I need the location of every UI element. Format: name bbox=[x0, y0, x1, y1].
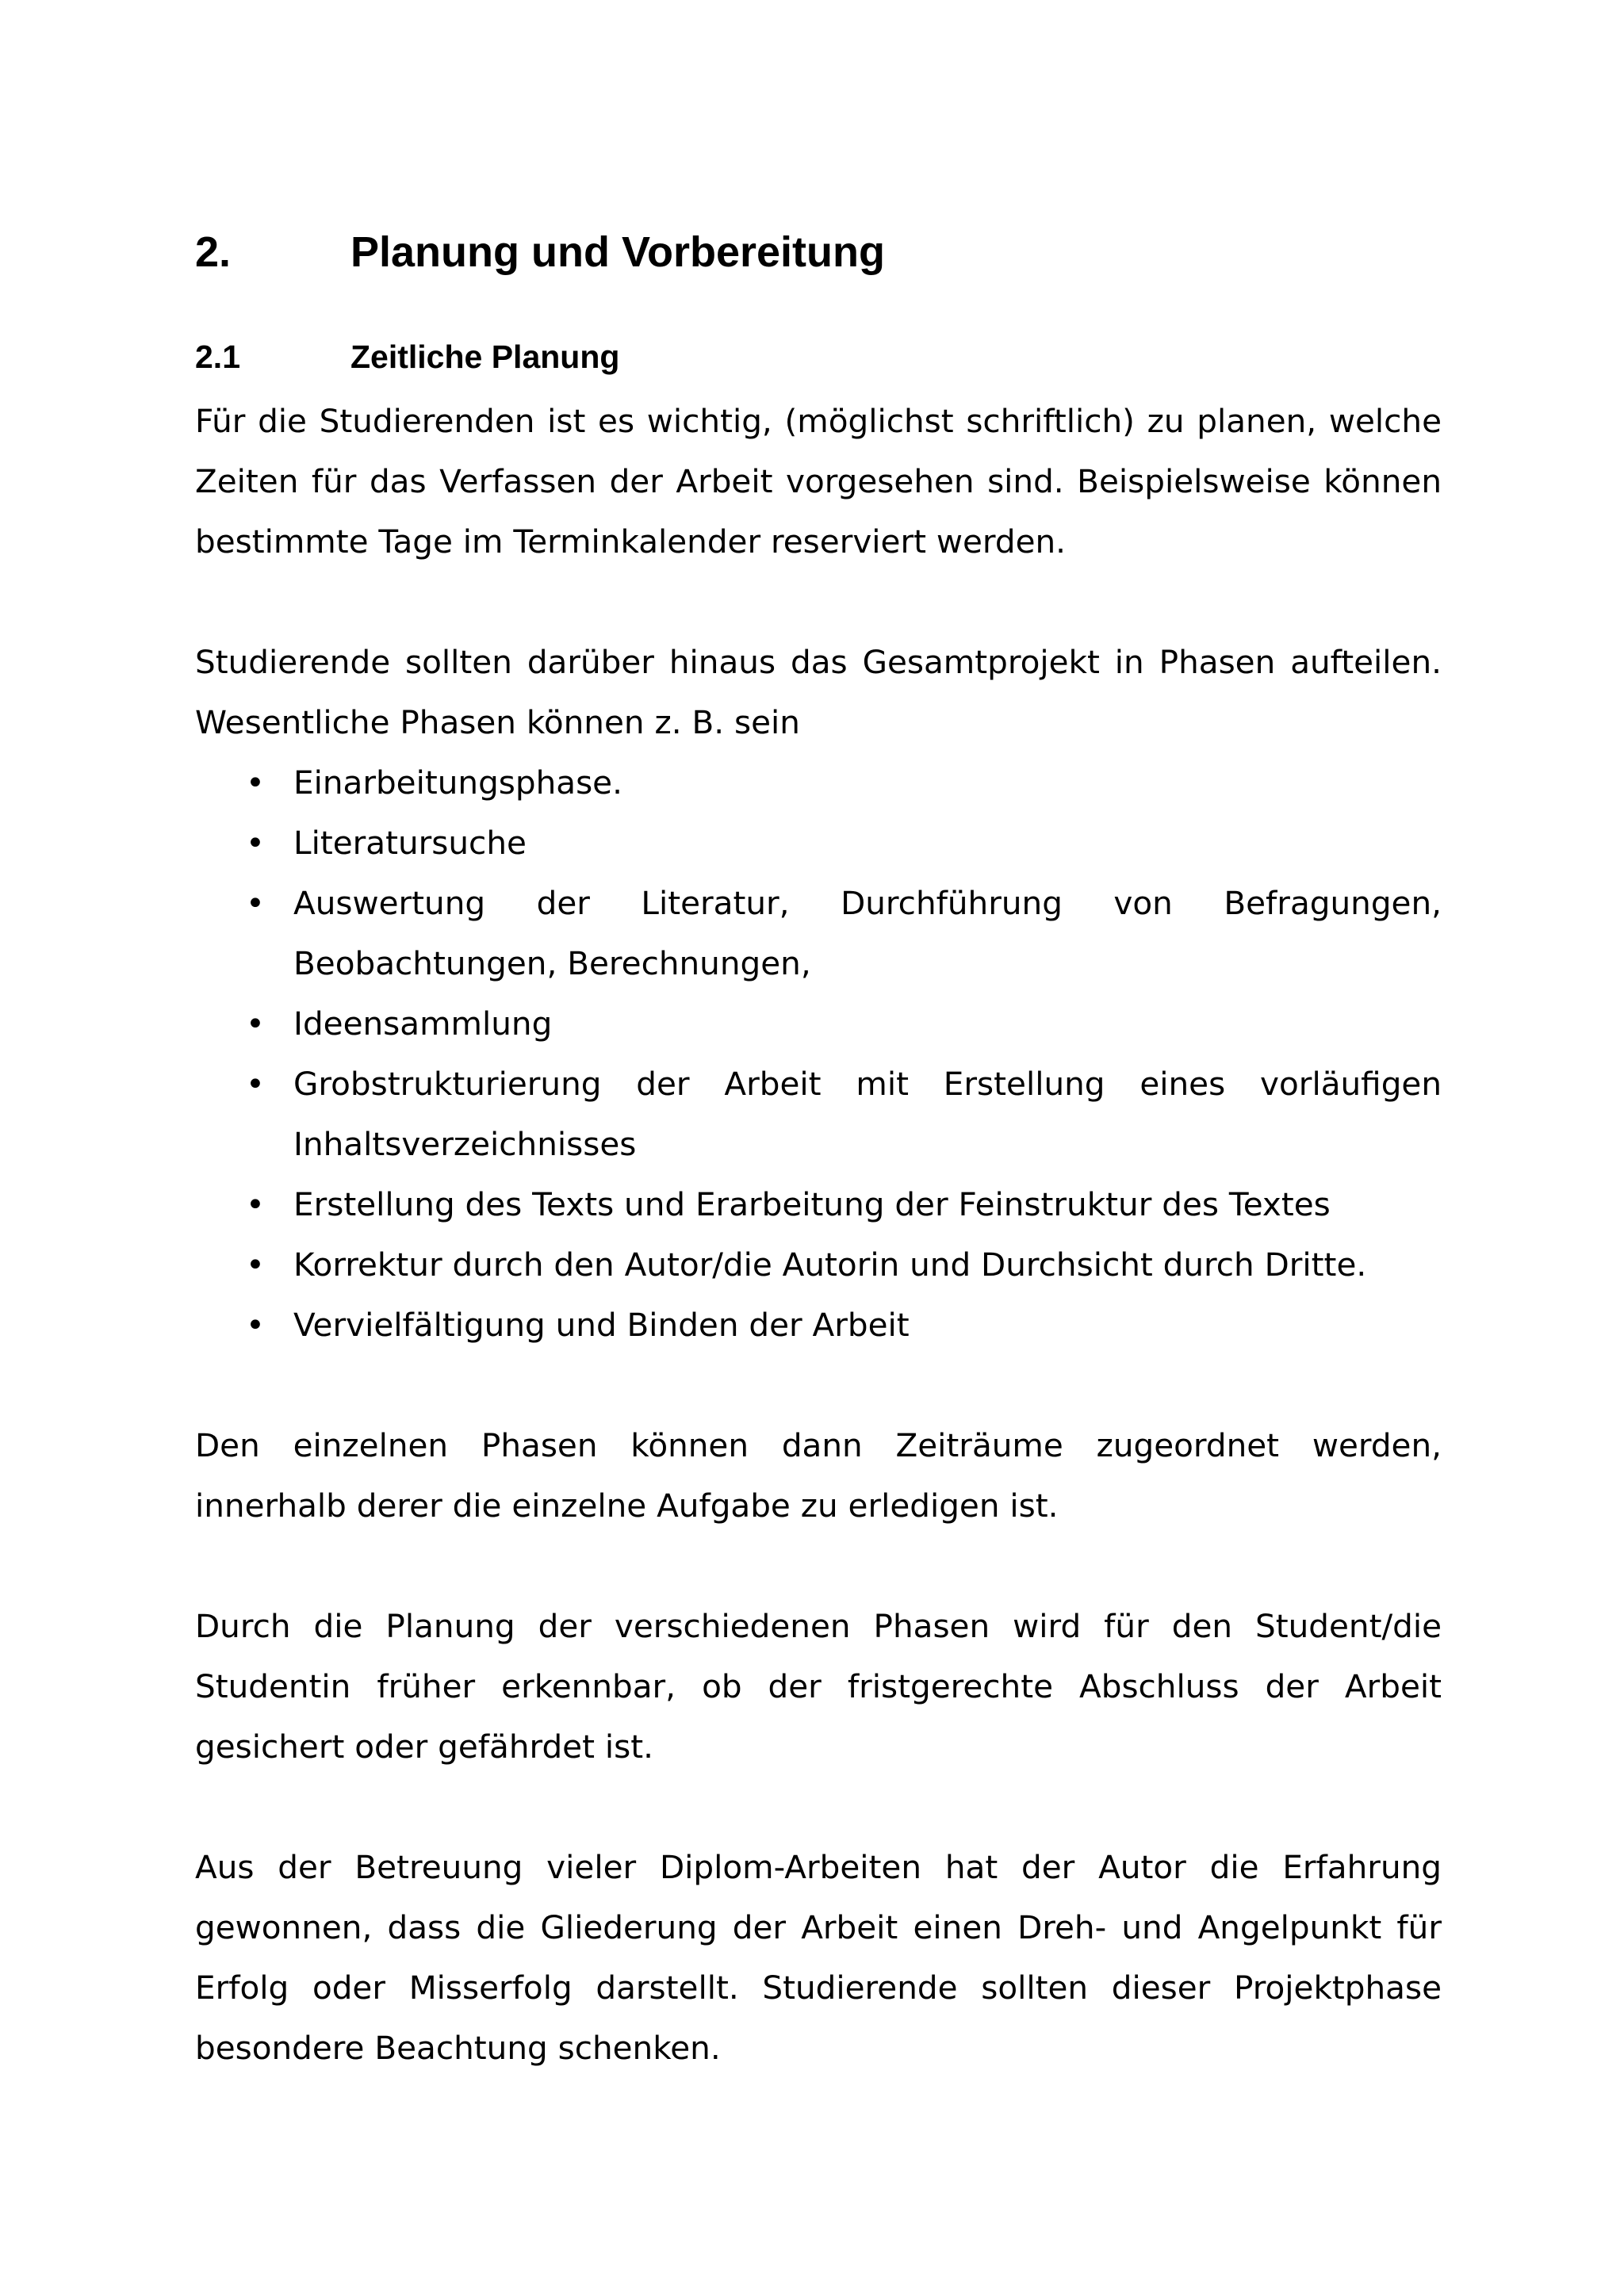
section-title: Zeitliche Planung bbox=[350, 339, 620, 375]
bullet-icon: • bbox=[246, 1306, 265, 1344]
paragraph-time-allocation: Den einzelnen Phasen können dann Zeiträume zugeordnet werden, innerhalb derer die einzelne Aufgabe zu erledigen ist. bbox=[195, 1426, 1442, 1525]
phase-text: Erstellung des Texts und Erarbeitung der Feinstruktur des Textes bbox=[293, 1185, 1331, 1223]
bullet-icon: • bbox=[246, 884, 265, 922]
bullet-icon: • bbox=[246, 824, 265, 862]
phase-text: Korrektur durch den Autor/die Autorin und Durchsicht durch Dritte. bbox=[293, 1246, 1367, 1284]
list-item bbox=[195, 752, 1442, 813]
section-number: 2.1 bbox=[195, 339, 240, 375]
body-text bbox=[195, 391, 1442, 2078]
phase-text: Auswertung der Literatur, Durchführung von Befragungen, Beobachtungen, Berechnungen, bbox=[293, 884, 1442, 982]
bullet-icon: • bbox=[246, 1246, 265, 1284]
chapter-heading bbox=[195, 219, 885, 285]
phase-text: Ideensammlung bbox=[293, 1004, 553, 1043]
phase-text: Literatursuche bbox=[293, 824, 527, 862]
list-item bbox=[195, 1234, 1442, 1295]
paragraph-time-planning: Für die Studierenden ist es wichtig, (möglichst schriftlich) zu planen, welche Zeiten für das Verfassen der Arbeit vorgesehen sind. Beispielsweise können bestimmte Tage im Terminkalender reserviert werden. bbox=[195, 402, 1442, 561]
paragraph-phases-intro: Studierende sollten darüber hinaus das Gesamtprojekt in Phasen aufteilen. Wesentliche Phasen können z. B. sein bbox=[195, 643, 1442, 741]
chapter-title: Planung und Vorbereitung bbox=[350, 228, 885, 276]
list-item bbox=[195, 993, 1442, 1054]
bullet-icon: • bbox=[246, 1185, 265, 1223]
list-item bbox=[195, 873, 1442, 993]
paragraph-outline-importance: Aus der Betreuung vieler Diplom-Arbeiten hat der Autor die Erfahrung gewonnen, dass die Gliederung der Arbeit einen Dreh- und Angelpunkt für Erfolg oder Misserfolg darstellt. Studierende sollten dieser Projektphase besondere Beachtung schenken. bbox=[195, 1848, 1442, 2067]
list-item bbox=[195, 1054, 1442, 1174]
paragraph-deadline-check: Durch die Planung der verschiedenen Phasen wird für den Student/die Studentin früher erkennbar, ob der fristgerechte Abschluss der Arbeit gesichert oder gefährdet ist. bbox=[195, 1607, 1442, 1766]
bullet-icon: • bbox=[246, 763, 265, 802]
phase-list bbox=[195, 752, 1442, 1355]
chapter-number: 2. bbox=[195, 228, 232, 276]
bullet-icon: • bbox=[246, 1004, 265, 1043]
list-item bbox=[195, 813, 1442, 873]
bullet-icon: • bbox=[246, 1065, 265, 1103]
list-item bbox=[195, 1174, 1442, 1234]
phase-text: Einarbeitungsphase. bbox=[293, 763, 622, 802]
phase-text: Vervielfältigung und Binden der Arbeit bbox=[293, 1306, 910, 1344]
section-heading bbox=[195, 333, 619, 381]
phase-text: Grobstrukturierung der Arbeit mit Erstellung eines vorläufigen Inhaltsverzeichnisses bbox=[293, 1065, 1442, 1163]
list-item bbox=[195, 1295, 1442, 1355]
